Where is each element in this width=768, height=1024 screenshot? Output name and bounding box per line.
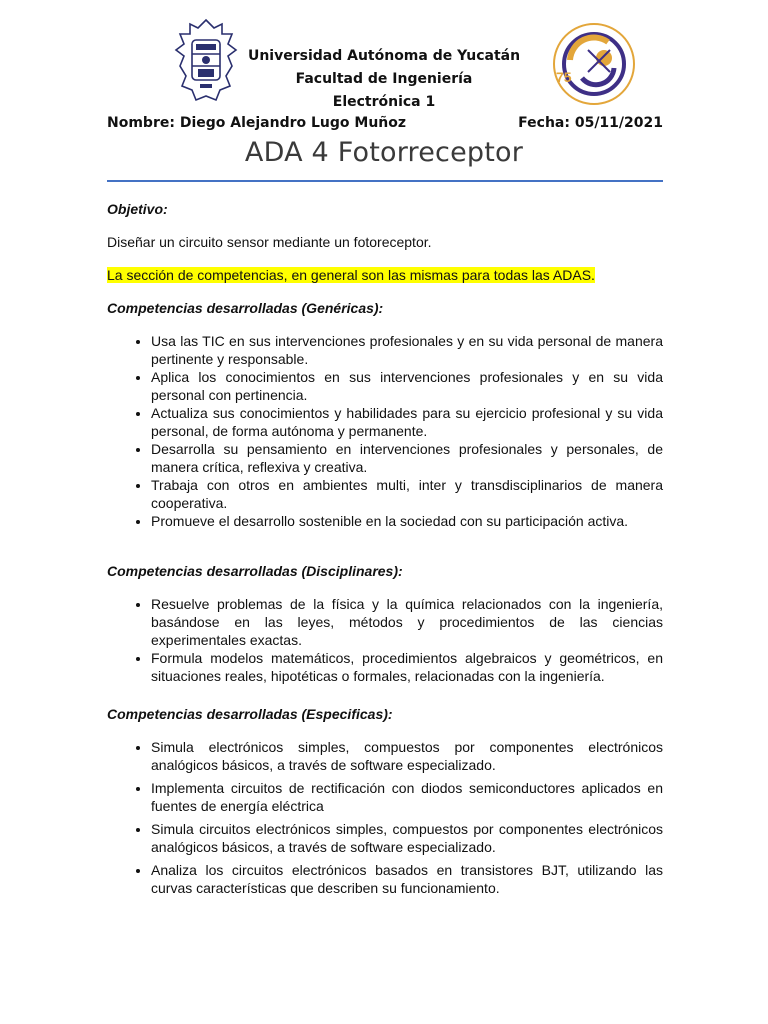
course-name: Electrónica 1 [332, 94, 436, 110]
specific-competencies-list [107, 738, 663, 897]
title-divider [107, 180, 663, 182]
generic-competencies-list [107, 332, 663, 530]
list-item: • Analiza los circuitos electrónicos basados en transistores BJT, utilizando las curvas características que describen su funcionamiento. [151, 861, 663, 897]
disciplinary-competencies-label: Competencias desarrolladas (Disciplinares): [107, 563, 403, 579]
list-item: • Trabaja con otros en ambientes multi, inter y transdisciplinarios de manera cooperativa. [151, 476, 663, 512]
list-item: • Actualiza sus conocimientos y habilidades para su ejercicio profesional y su vida personal, de forma autónoma y permanente. [151, 404, 663, 440]
student-line [107, 115, 663, 131]
list-item: • Simula circuitos electrónicos simples, compuestos por componentes electrónicos analógicos básicos, a través de software especializado. [151, 820, 663, 856]
list-item: • Usa las TIC en sus intervenciones profesionales y en su vida personal de manera pertinente y responsable. [151, 332, 663, 368]
list-item: • Simula electrónicos simples, compuestos por componentes electrónicos analógicos básicos, a través de software especializado. [151, 738, 663, 774]
disciplinary-competencies-list [107, 595, 663, 685]
specific-competencies-label: Competencias desarrolladas (Especificas): [107, 706, 393, 722]
list-item: • Desarrolla su pensamiento en intervenciones profesionales y personales, de manera crítica, reflexiva y creativa. [151, 440, 663, 476]
date: Fecha: 05/11/2021 [518, 115, 663, 131]
document-body [107, 200, 663, 902]
page-title: ADA 4 Fotorreceptor [244, 137, 524, 168]
student-name: Nombre: Diego Alejandro Lugo Muñoz [107, 115, 407, 131]
list-item: • Aplica los conocimientos en sus intervenciones profesionales y en su vida personal con pertinencia. [151, 368, 663, 404]
list-item: • Implementa circuitos de rectificación con diodos semiconductores aplicados en fuentes de energía eléctrica [151, 779, 663, 815]
svg-text:75: 75 [556, 69, 572, 85]
list-item: • Promueve el desarrollo sostenible en la sociedad con su participación activa. [151, 512, 663, 530]
objective-label: Objetivo: [107, 201, 168, 217]
faculty-name: Facultad de Ingeniería [295, 71, 473, 87]
objective-text: Diseñar un circuito sensor mediante un fotoreceptor. [107, 234, 432, 250]
university-name: Universidad Autónoma de Yucatán [247, 48, 521, 64]
highlighted-note: La sección de competencias, en general son las mismas para todas las ADAS. [107, 267, 595, 283]
list-item: • Resuelve problemas de la física y la química relacionados con la ingeniería, basándose en las leyes, métodos y procedimientos de las ciencias experimentales exactas. [151, 595, 663, 649]
list-item: • Formula modelos matemáticos, procedimientos algebraicos y geométricos, en situaciones reales, hipotéticas o formales, relacionadas con la ingeniería. [151, 649, 663, 685]
generic-competencies-label: Competencias desarrolladas (Genéricas): [107, 300, 384, 316]
